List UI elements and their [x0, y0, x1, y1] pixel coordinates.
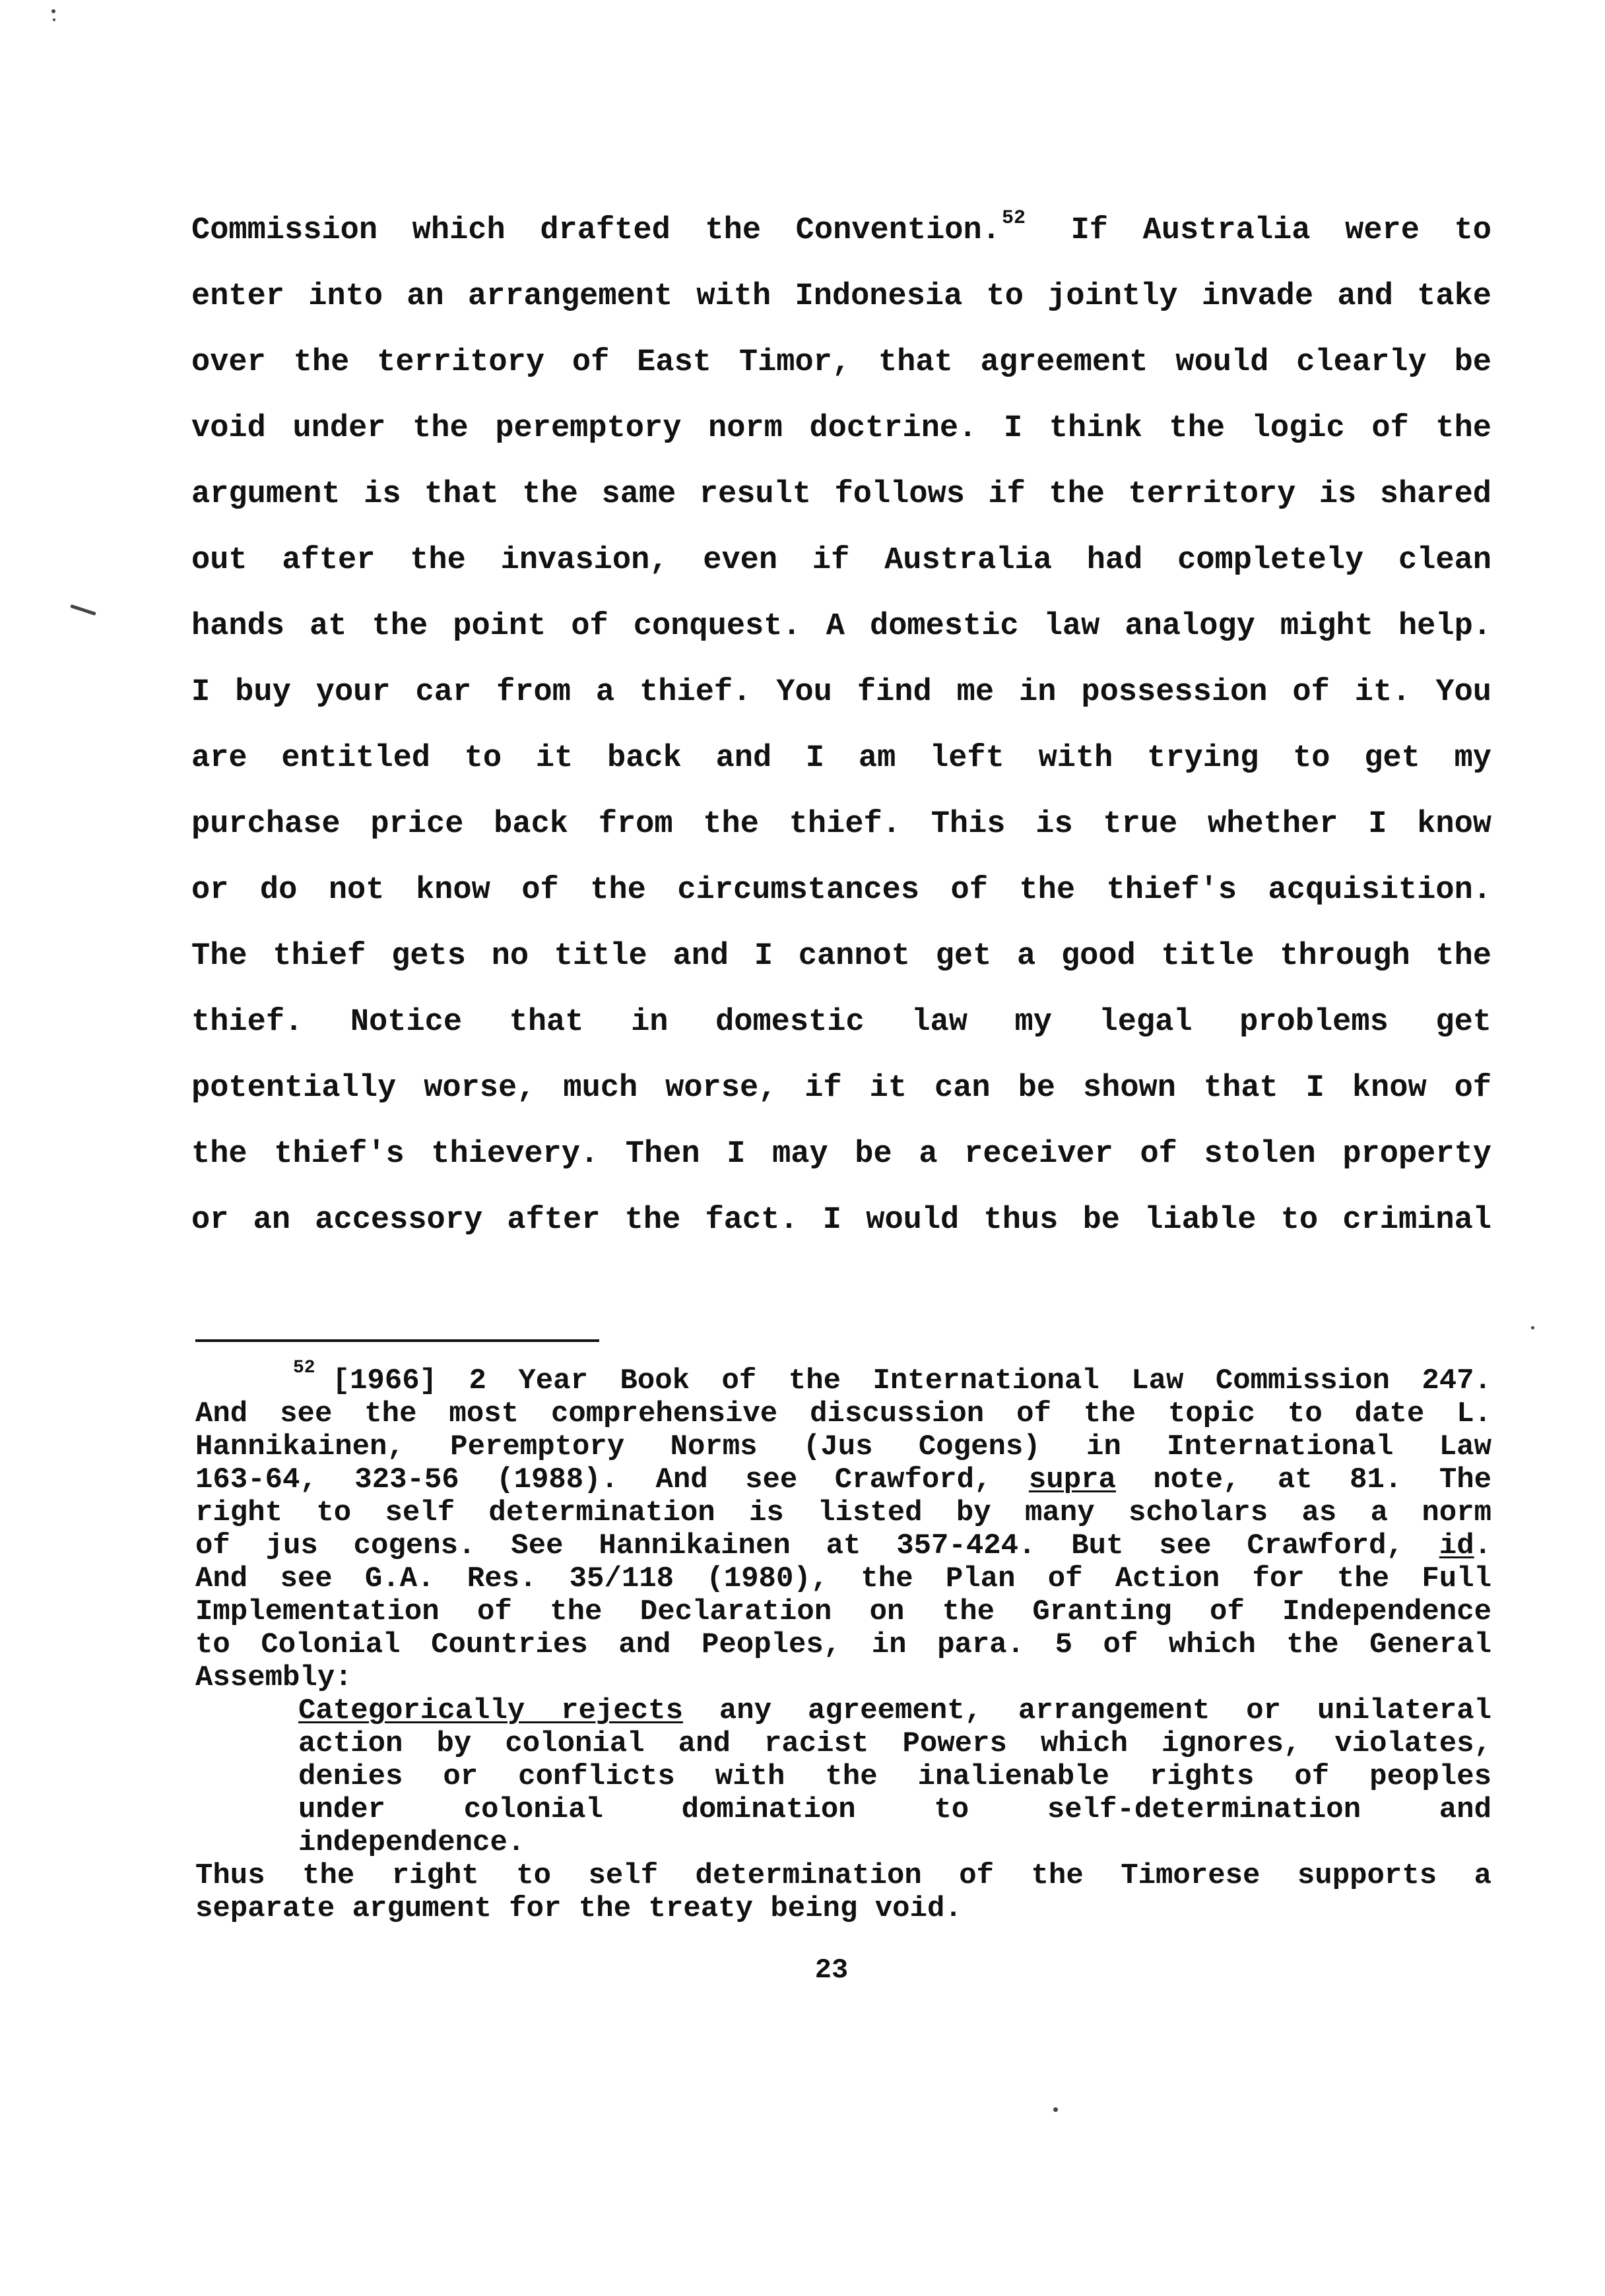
footnote-line-6: of jus cogens. See Hannikainen at 357-424. But see Crawford, id.: [195, 1529, 1492, 1562]
quote-line-1: Categorically rejects any agreement, arrangement or unilateral: [298, 1694, 1492, 1727]
scan-speck: [53, 18, 55, 21]
body-line-2: enter into an arrangement with Indonesia to jointly invade and take: [191, 279, 1491, 314]
footnote-line-2: And see the most comprehensive discussion of the topic to date L.: [195, 1397, 1491, 1430]
scan-speck: [1053, 2107, 1058, 2112]
page-number: 23: [814, 1954, 849, 1986]
body-line-12: The thief gets no title and I cannot get a good title through the: [191, 939, 1491, 974]
quote-line-5: independence.: [298, 1826, 525, 1859]
id-citation: id: [1439, 1529, 1474, 1562]
body-line-13: thief. Notice that in domestic law my legal problems get: [191, 1005, 1491, 1040]
footnote-reference-52: 52: [1001, 207, 1026, 230]
footnote-line-5: right to self determination is listed by many scholars as a norm: [195, 1496, 1491, 1529]
body-line-1: Commission which drafted the Convention.$^{52}$ If Australia were to: [191, 207, 1491, 248]
scan-speck: [51, 9, 55, 13]
footnote-line-4: 163-64, 323-56 (1988). And see Crawford, supra note, at 81. The: [195, 1463, 1492, 1496]
footnote-line-9: to Colonial Countries and Peoples, in para. 5 of which the General: [195, 1628, 1491, 1661]
body-line-3: over the territory of East Timor, that agreement would clearly be: [191, 345, 1491, 380]
quote-line-4: under colonial domination to self-determination and: [298, 1793, 1491, 1826]
body-line-8: I buy your car from a thief. You find me in possession of it. You: [191, 675, 1491, 710]
scan-speck: [1531, 1326, 1534, 1329]
scan-speck: [70, 604, 96, 616]
quote-line-2: action by colonial and racist Powers which ignores, violates,: [298, 1727, 1491, 1760]
footnote-number: 52: [293, 1358, 315, 1379]
body-line-15: the thief's thievery. Then I may be a receiver of stolen property: [191, 1137, 1491, 1172]
footnote-separator: [195, 1339, 599, 1342]
footnote-closing-line-2: separate argument for the treaty being void.: [195, 1892, 962, 1925]
footnote-line-3: Hannikainen, Peremptory Norms (Jus Cogens) in International Law: [195, 1430, 1491, 1463]
body-line-10: purchase price back from the thief. This is true whether I know: [191, 807, 1491, 842]
body-line-7: hands at the point of conquest. A domestic law analogy might help.: [191, 609, 1491, 644]
body-line-4: void under the peremptory norm doctrine. I think the logic of the: [191, 411, 1491, 446]
body-line-16: or an accessory after the fact. I would thus be liable to criminal: [191, 1203, 1491, 1238]
footnote-line-7: And see G.A. Res. 35/118 (1980), the Plan of Action for the Full: [195, 1562, 1491, 1595]
body-line-14: potentially worse, much worse, if it can be shown that I know of: [191, 1071, 1491, 1106]
body-line-6: out after the invasion, even if Australia had completely clean: [191, 543, 1491, 578]
footnote-line-8: Implementation of the Declaration on the Granting of Independence: [195, 1595, 1491, 1628]
quote-line-3: denies or conflicts with the inalienable rights of peoples: [298, 1760, 1491, 1793]
supra-citation: supra: [1028, 1463, 1116, 1496]
footnote-closing-line-1: Thus the right to self determination of the Timorese supports a: [195, 1859, 1491, 1892]
body-line-11: or do not know of the circumstances of the thief's acquisition.: [191, 873, 1491, 908]
body-line-9: are entitled to it back and I am left with trying to get my: [191, 741, 1491, 776]
footnote-line-10: Assembly:: [195, 1661, 352, 1694]
footnote-line-1: $^{52}$ [1966] 2 Year Book of the International Law Commission 247.: [293, 1358, 1491, 1397]
body-line-5: argument is that the same result follows if the territory is shared: [191, 477, 1491, 512]
quote-emphasis: Categorically rejects: [298, 1694, 683, 1727]
